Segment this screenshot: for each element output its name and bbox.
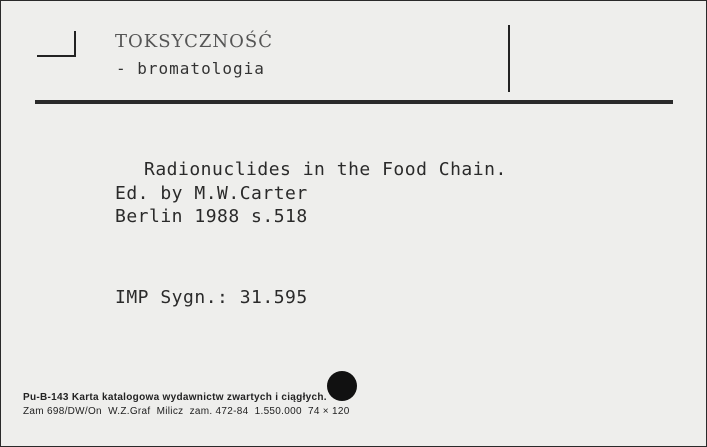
book-publication: Berlin 1988 s.518 [115,206,308,227]
punch-hole [327,371,357,401]
book-editor: Ed. by M.W.Carter [115,183,308,204]
corner-bracket-vertical [74,31,76,57]
printer-footer-line1: Pu-B-143 Karta katalogowa wydawnictw zwartych i ciągłych. [23,392,327,403]
book-title: Radionuclides in the Food Chain. [144,159,507,180]
subject-subheading: - bromatologia [116,59,265,78]
corner-bracket-horizontal [37,55,76,57]
subject-heading: TOKSYCZNOŚĆ [115,31,273,52]
heading-divider-vertical [508,25,510,92]
heading-rule [35,100,673,104]
corner-bracket-mark [37,31,79,57]
book-shelfmark: IMP Sygn.: 31.595 [115,287,308,308]
printer-footer-line2: Zam 698/DW/On W.Z.Graf Milicz zam. 472-84 1.550.000 74 × 120 [23,406,350,417]
